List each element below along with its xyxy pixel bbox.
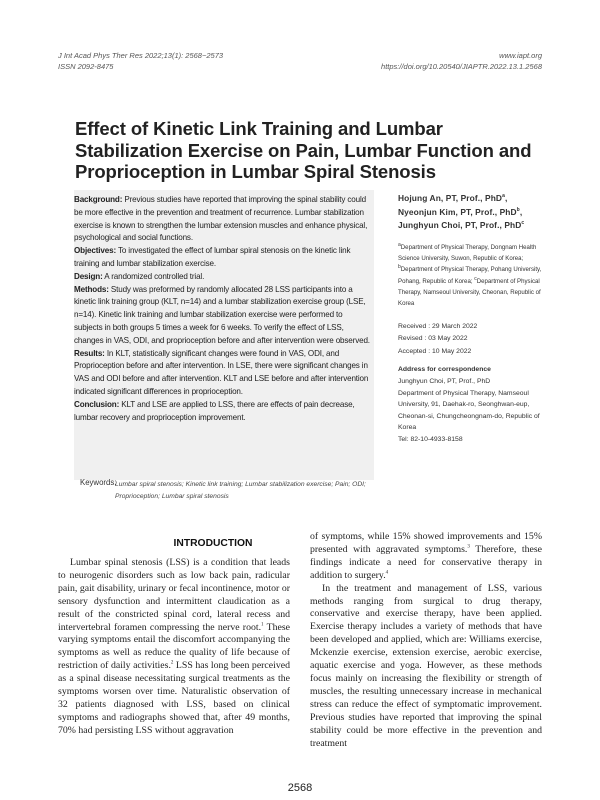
citation-2[interactable]: 2	[170, 660, 174, 666]
results-label: Results:	[74, 348, 105, 358]
correspondence-tel: Tel: 82-10-4933-8158	[398, 435, 463, 443]
affiliations	[398, 242, 548, 309]
results-text: In KLT, statistically significant changes were found in VAS, ODI, and Proprioception before and after intervention. In LSE, there were significant changes in VAS and ODI before and after intervention. KLT and LSE before and after intervention indicated significant differences in proprioception.	[74, 348, 369, 396]
author-3: Junghyun Choi, PT, Prof., PhD	[398, 220, 522, 231]
intro-paragraph-1: Lumbar spinal stenosis (LSS) is a condition that leads to neurogenic disorders such as low back pain, radicular pain, gait disability, urinary or fecal incontinence, motor or sensory dysfunction and intermittent claudication as a result of the constricted spinal cord, lateral recess and intervertebral foramen compressing the nerve root.$^1$ These varying symptoms entail the discomfort accompanying the symptoms as well as reduce the quality of life because of restriction of daily activities.$^2$ LSS has long been perceived as a spinal disease necessitating surgical treatments as the symptoms worsen over time. Naturalistic observation of 32 patients diagnosed with LSS, based on clinical symptoms and radiographs showed that, after 49 months, 70% had persisting LSS without aggravation	[58, 557, 290, 736]
accepted-date: Accepted : 10 May 2022	[398, 347, 472, 355]
article-dates	[398, 321, 548, 358]
keywords-text: Lumbar spiral stenosis; Kinetic link training; Lumbar stabilization exercise; Pain; ODI; Proprioception; Lumbar spiral stenosis	[115, 481, 366, 500]
journal-citation: J Int Acad Phys Ther Res 2022;13(1): 2568~2573	[58, 51, 224, 60]
conclusion-text: KLT and LSE are applied to LSS, there are effects of pain decrease, lumbar recovery and proprioception improvement.	[74, 399, 355, 422]
author-2: Nyeonjun Kim, PT, Prof., PhD	[398, 206, 517, 217]
author-3-affil-mark: c	[521, 220, 525, 227]
conclusion-label: Conclusion:	[74, 399, 120, 409]
correspondence-name: Junghyun Choi, PT, Prof., PhD	[398, 378, 491, 385]
objectives-text: To investigated the effect of lumbar spiral stenosis on the kinetic link training and lumbar stabilization exercise.	[74, 246, 351, 268]
correspondence-address: Department of Physical Therapy, Namseoul University, 91, Daehak-ro, Seonghwan-eup, Cheonan-si, Chungcheongnam-do, Republic of Korea	[398, 389, 540, 432]
citation-1[interactable]: 1	[261, 622, 264, 628]
abstract-box	[74, 190, 374, 480]
article-title: Effect of Kinetic Link Training and Lumbar Stabilization Exercise on Pain, Lumbar Function and Proprioception in Lumbar Spiral Stenosis	[75, 118, 532, 182]
design-text: A randomized controlled trial.	[102, 271, 205, 281]
affil-c: Department of Physical Therapy, Namseoul University, Cheonan, Republic of Korea	[398, 277, 541, 308]
journal-url[interactable]: www.iapt.org	[499, 51, 542, 60]
intro-paragraph-1-cont: of symptoms, while 15% showed improvements and 15% presented with aggravated symptoms.$^3$ Therefore, these findings indicate a need for conservative therapy in addition to surgery.$^4$	[310, 531, 542, 581]
author-1: Hojung An, PT, Prof., PhD	[398, 193, 503, 203]
affil-a-mark: a	[398, 241, 401, 248]
correspondence	[398, 376, 548, 446]
revised-date: Revised : 03 May 2022	[398, 335, 468, 343]
affil-b: Department of Physical Therapy, Pohang University, Pohang, Republic of Korea;	[398, 266, 542, 285]
affil-c-mark: c	[474, 275, 477, 282]
affil-b-mark: b	[398, 264, 401, 271]
received-date: Received : 29 March 2022	[398, 323, 478, 330]
citation-4[interactable]: 4	[385, 570, 389, 576]
methods-text: Study was preformed by randomly allocated 28 LSS participants into a kinetic link training group (KLT, n=14) and a lumbar stabilization exercise group (LSE, n=14). Kinetic link training and lumbar stabilization exercise were performed to subjects in both groups 5 times a week for 6 weeks. To verify the effect of LSS, changes in VAS, ODI, and proprioception before and after intervention were observed.	[74, 284, 370, 345]
affil-a: Department of Physical Therapy, Dongnam Health Science University, Suwon, Republic of Korea;	[398, 244, 537, 263]
objectives-label: Objectives:	[74, 246, 116, 256]
issn: ISSN 2092-8475	[58, 62, 114, 71]
body-left-column	[58, 557, 290, 738]
keywords-label: Keywords:	[80, 478, 117, 487]
intro-paragraph-2: In the treatment and management of LSS, various methods ranging from surgical to drug therapy, conservative and exercise therapy, have been applied. Exercise therapy includes a variety of methods that have been developed and applied, which are: Williams exercise, Mckenzie exercise, extension exercise, aerobic exercise, aquatic exercise and yoga. However, as these methods focus mainly on increasing the flexibility or strength of muscles, the resulting unnecessary increase in mechanical stress can reduce the effect of symptomatic improvement. Previous studies have reported that improving the spinal stability could be more effective in the prevention and treatment	[310, 582, 542, 749]
methods-label: Methods:	[74, 284, 109, 294]
background-text: Previous studies have reported that improving the spinal stability could be more effective in the prevention and treatment of recurrence. Lumbar stabilization exercise is known to strengthen the lumbar extension muscles and enhance physical, psychological and social functions.	[74, 195, 368, 243]
page-number: 2568	[287, 782, 313, 794]
abstract-text	[74, 194, 372, 424]
author-2-affil-mark: b	[516, 206, 520, 213]
background-label: Background:	[74, 195, 123, 204]
introduction-heading: INTRODUCTION	[173, 538, 253, 549]
citation-3[interactable]: 3	[467, 544, 470, 550]
correspondence-heading: Address for correspondence	[398, 366, 491, 373]
doi-link[interactable]: https://doi.org/10.20540/JIAPTR.2022.13.1.2568	[381, 62, 542, 71]
author-list: Hojung An, PT, Prof., PhD$^a$, Nyeonjun Kim, PT, Prof., PhD$^b$, Junghyun Choi, PT, Prof., PhD$^c$	[398, 193, 525, 231]
body-right-column	[310, 531, 542, 750]
design-label: Design:	[74, 271, 103, 281]
author-1-affil-mark: a	[502, 193, 505, 200]
